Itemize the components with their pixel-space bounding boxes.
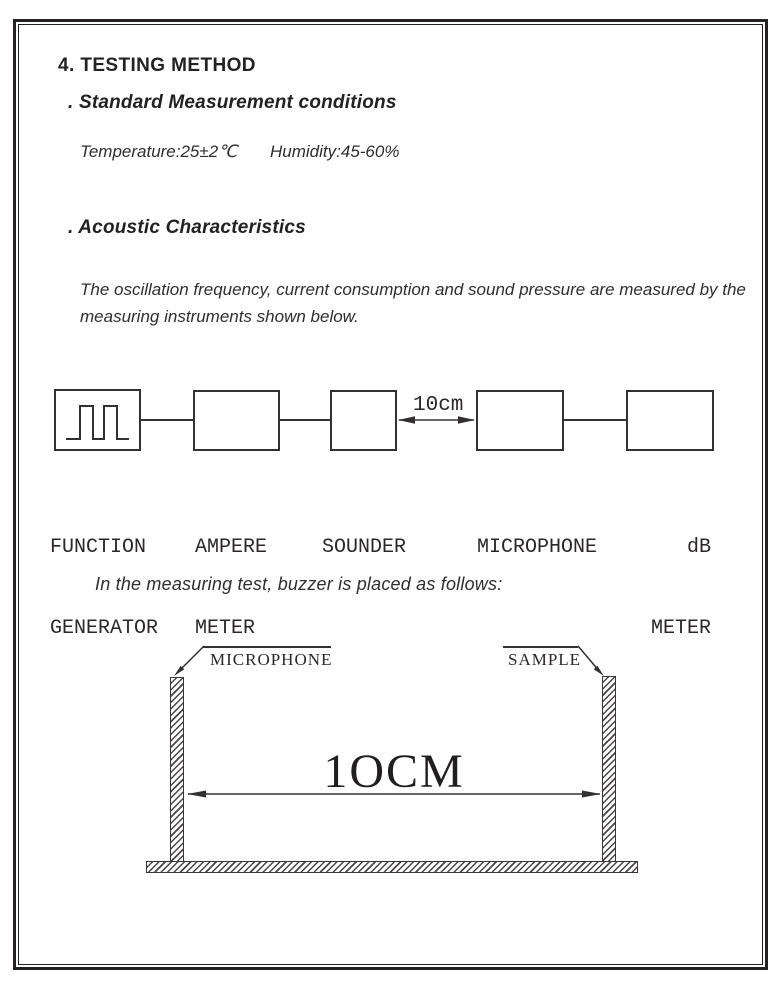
connector-line-1: [141, 419, 193, 421]
label-sounder-line: SOUNDER: [322, 536, 407, 559]
connector-line-3: [564, 419, 626, 421]
placement-sentence: In the measuring test, buzzer is placed as follows:: [95, 574, 503, 594]
square-wave-icon: [56, 391, 139, 449]
acoustic-paragraph-line1: The oscillation frequency, current consumption and sound pressure are measured by the: [80, 280, 746, 299]
sample-bar: [602, 676, 616, 862]
humidity-value: Humidity:45-60%: [270, 142, 400, 161]
measurement-conditions: [80, 142, 427, 162]
microphone-bar: [170, 677, 184, 862]
block-distance-label: 10cm: [413, 394, 464, 417]
section-title: 4. TESTING METHOD: [58, 55, 256, 76]
subsection-standard-measurement: . Standard Measurement conditions: [68, 92, 397, 113]
microphone-leader-arrow-icon: [170, 644, 206, 680]
subsection-acoustic-characteristics: . Acoustic Characteristics: [68, 217, 306, 238]
acoustic-paragraph-line2: measuring instruments shown below.: [80, 307, 359, 326]
block-microphone: [476, 390, 564, 451]
block-ampere-meter: [193, 390, 280, 451]
label-db-meter: [600, 480, 711, 669]
label-function-line: FUNCTION: [50, 536, 147, 559]
label-db-line: dB: [686, 536, 711, 559]
microphone-callout-label: MICROPHONE: [210, 650, 333, 669]
placement-distance-label: 1OCM: [323, 745, 465, 798]
block-db-meter: [626, 390, 714, 451]
temperature-value: Temperature:25±2℃: [80, 142, 238, 161]
label-microphone-block: [477, 480, 597, 588]
acoustic-paragraph: [80, 276, 746, 330]
label-meter-line: METER: [195, 617, 256, 640]
label-microphone-line: MICROPHONE: [477, 536, 598, 559]
sample-callout-label: SAMPLE: [508, 650, 582, 669]
block-function-generator: [54, 389, 141, 451]
block-sounder: [330, 390, 397, 451]
base-plate: [146, 861, 638, 873]
microphone-leader-overline: [203, 646, 331, 648]
sample-leader-arrow-icon: [576, 644, 608, 680]
connector-line-2: [280, 419, 330, 421]
label-generator-line: GENERATOR: [50, 617, 159, 640]
label-ampere-line: AMPERE: [195, 536, 268, 559]
label-sounder: [322, 480, 406, 588]
label-meter2-line: METER: [650, 617, 711, 640]
sample-leader-overline: [503, 646, 578, 648]
placement-dimension-arrow-icon: [186, 787, 602, 801]
